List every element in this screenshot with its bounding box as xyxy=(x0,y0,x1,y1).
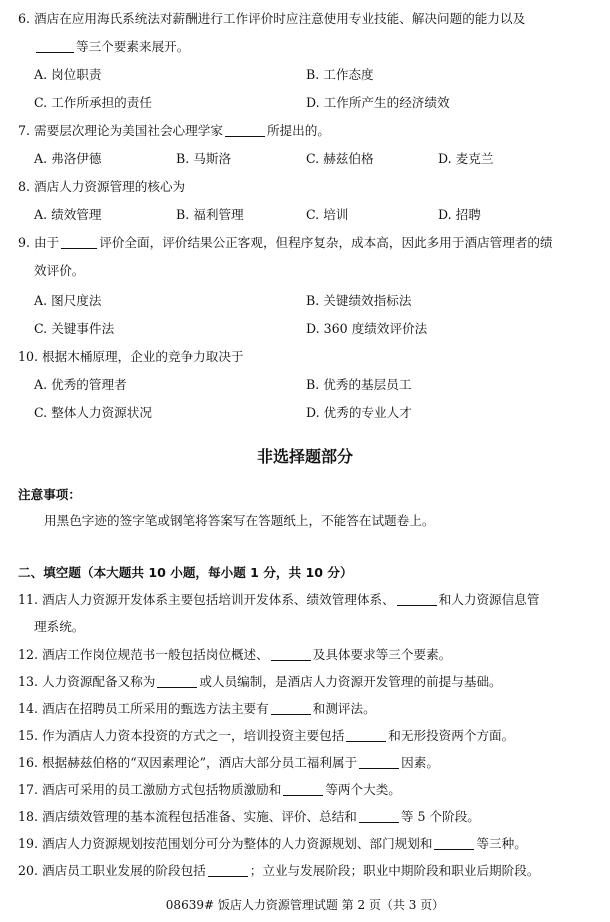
q7-option-c: C. 赫兹伯格 xyxy=(306,151,374,166)
q7-option-b: B. 马斯洛 xyxy=(176,151,232,166)
fill-question-15: 15. 作为酒店人力资本投资的方式之一，培训投资主要包括 和无形投资两个方面。 xyxy=(18,728,515,743)
fill-question-11-line1: 11. 酒店人力资源开发体系主要包括培训开发体系、绩效管理体系、 和人力资源信息管 xyxy=(18,592,540,607)
notice-text: 用黑色字迹的签字笔或钢笔将答案写在答题纸上，不能答在试题卷上。 xyxy=(44,513,435,528)
question-6-line1: 6. 酒店在应用海氏系统法对薪酬进行工作评价时应注意使用专业技能、解决问题的能力以及 xyxy=(18,11,526,26)
q9-option-a: A. 图尺度法 xyxy=(34,293,102,308)
q9-option-c: C. 关键事件法 xyxy=(34,321,115,336)
q7-option-a: A. 弗洛伊德 xyxy=(34,151,102,166)
fill-question-13: 13. 人力资源配备又称为 或人员编制，是酒店人力资源开发管理的前提与基础。 xyxy=(18,674,502,689)
answer-blank xyxy=(225,124,265,137)
question-10: 10. 根据木桶原理，企业的竞争力取决于 xyxy=(18,349,244,364)
answer-blank xyxy=(359,756,399,769)
answer-blank xyxy=(36,40,74,53)
answer-blank xyxy=(157,675,197,688)
q8-option-c: C. 培训 xyxy=(306,207,349,222)
fill-question-18: 18. 酒店绩效管理的基本流程包括准备、实施、评价、总结和 等 5 个阶段。 xyxy=(18,809,480,824)
q10-option-b: B. 优秀的基层员工 xyxy=(306,377,412,392)
q10-option-c: C. 整体人力资源状况 xyxy=(34,405,152,420)
section-title: 非选择题部分 xyxy=(256,447,353,466)
q6-option-d: D. 工作所产生的经济绩效 xyxy=(306,95,450,110)
answer-blank xyxy=(434,837,474,850)
answer-blank xyxy=(208,864,248,877)
q7-option-d: D. 麦克兰 xyxy=(438,151,494,166)
fill-question-17: 17. 酒店可采用的员工激励方式包括物质激励和 等两个大类。 xyxy=(18,782,401,797)
part2-heading: 二、填空题（本大题共 10 小题，每小题 1 分，共 10 分） xyxy=(18,565,353,580)
q8-option-b: B. 福利管理 xyxy=(176,207,244,222)
question-7: 7. 需要层次理论为美国社会心理学家 所提出的。 xyxy=(18,123,330,138)
q9-option-d: D. 360 度绩效评价法 xyxy=(306,321,428,336)
answer-blank xyxy=(346,729,386,742)
answer-blank xyxy=(359,810,399,823)
q6-option-b: B. 工作态度 xyxy=(306,67,374,82)
question-6-text: 等三个要素来展开。 xyxy=(76,39,190,54)
page-footer: 08639# 饭店人力资源管理试题 第 2 页（共 3 页） xyxy=(165,898,445,912)
answer-blank xyxy=(271,702,311,715)
fill-question-11-line2: 理系统。 xyxy=(34,619,85,634)
fill-question-19: 19. 酒店人力资源规划按范围划分可分为整体的人力资源规划、部门规划和 等三种。 xyxy=(18,836,527,851)
fill-question-14: 14. 酒店在招聘员工所采用的甄选方法主要有 和测评法。 xyxy=(18,701,376,716)
q9-option-b: B. 关键绩效指标法 xyxy=(306,293,412,308)
answer-blank xyxy=(397,593,437,606)
q8-option-a: A. 绩效管理 xyxy=(34,207,102,222)
q8-option-d: D. 招聘 xyxy=(438,207,481,222)
question-6-line2 xyxy=(34,38,189,56)
question-9-line2: 效评价。 xyxy=(34,263,85,278)
answer-blank xyxy=(61,236,97,249)
answer-blank xyxy=(271,648,311,661)
q6-option-c: C. 工作所承担的责任 xyxy=(34,95,152,110)
q10-option-a: A. 优秀的管理者 xyxy=(34,377,127,392)
answer-blank xyxy=(283,783,323,796)
notice-heading: 注意事项： xyxy=(18,487,81,502)
fill-question-12: 12. 酒店工作岗位规范书一般包括岗位概述、 及具体要求等三个要素。 xyxy=(18,647,452,662)
fill-question-20: 20. 酒店员工职业发展的阶段包括 ；立业与发展阶段；职业中期阶段和职业后期阶段。 xyxy=(18,863,540,878)
q6-option-a: A. 岗位职责 xyxy=(34,67,102,82)
question-8: 8. 酒店人力资源管理的核心为 xyxy=(18,179,186,194)
q10-option-d: D. 优秀的专业人才 xyxy=(306,405,412,420)
fill-question-16: 16. 根据赫兹伯格的“双因素理论”，酒店大部分员工福利属于 因素。 xyxy=(18,755,439,770)
question-9-line1: 9. 由于 评价全面，评价结果公正客观，但程序复杂，成本高，因此多用于酒店管理者的绩 xyxy=(18,235,553,250)
